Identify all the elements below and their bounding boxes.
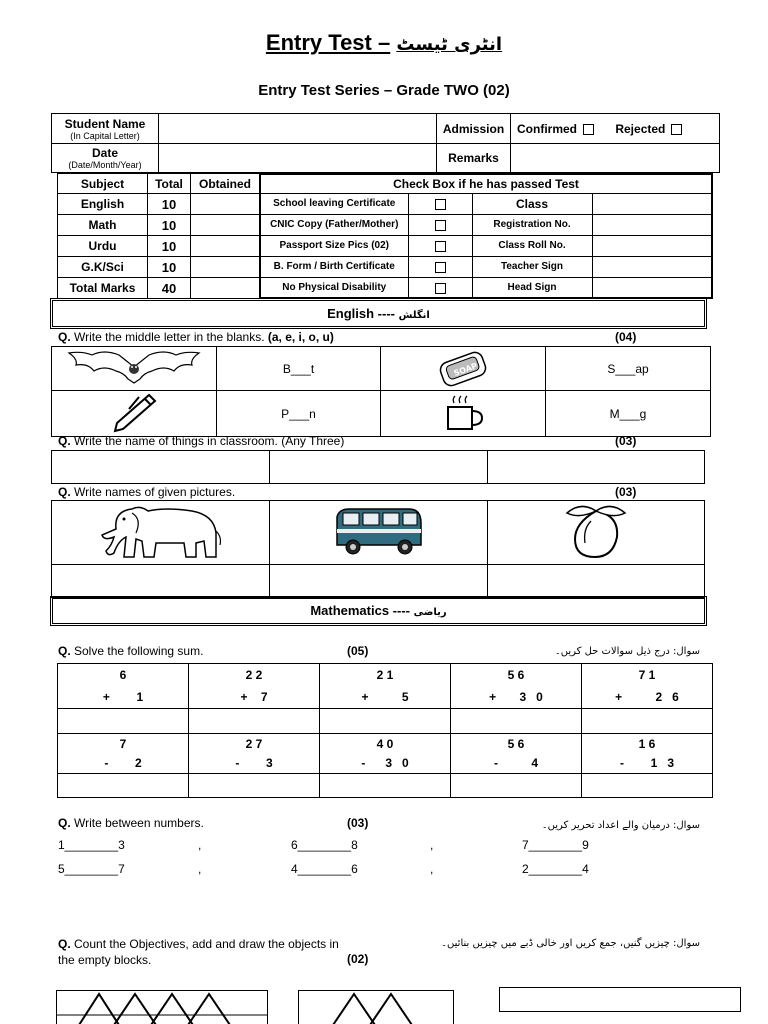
english-q1-marks: (04) [615, 330, 637, 344]
word-blank: M___g [609, 406, 647, 421]
answer-field[interactable] [488, 565, 705, 598]
count-box-2 [298, 990, 454, 1024]
checkbox[interactable] [435, 241, 446, 252]
checklist-right-label: Class Roll No. [472, 235, 592, 256]
word-cell [217, 391, 381, 437]
checkbox[interactable] [435, 199, 446, 210]
word-cell [546, 347, 711, 391]
math-q3-marks: (02) [347, 952, 369, 966]
student-name-label: Student Name [64, 116, 146, 131]
header-subject: Subject [58, 174, 148, 194]
title-urdu: انٹری ٹیسٹ [396, 34, 503, 55]
sum-top: 5 6 [451, 664, 582, 686]
sub-answer-field[interactable] [320, 774, 451, 798]
english-q1-text [58, 330, 334, 344]
total-cell: 10 [148, 257, 191, 278]
sum-answer-field[interactable] [320, 709, 451, 734]
rejected-checkbox[interactable] [671, 124, 682, 135]
q-vowels: (a, e, i, o, u) [267, 330, 334, 344]
elephant-picture-cell [52, 501, 270, 565]
triangle-icon [299, 991, 453, 1024]
checklist-item: CNIC Copy (Father/Mother) [260, 214, 408, 235]
checklist-right-label: Registration No. [472, 214, 592, 235]
confirmed-label: Confirmed [517, 121, 577, 136]
sub-top: 7 [58, 734, 189, 754]
van-icon [331, 503, 427, 559]
english-q3-marks: (03) [615, 485, 637, 499]
checklist-checkbox-cell[interactable] [408, 277, 472, 298]
english-section-bar [52, 300, 705, 327]
student-name-note: (In Capital Letter) [70, 130, 140, 141]
admission-status-cell [511, 114, 720, 144]
sub-bottom: - 1 3 [582, 754, 713, 774]
mango-icon [561, 501, 631, 561]
q-text: Count the Objectives, add and draw the objects in [70, 937, 339, 951]
sum-top: 6 [58, 664, 189, 686]
checklist-right-field[interactable] [592, 256, 712, 277]
checkbox[interactable] [435, 283, 446, 294]
q-prefix: Q. [58, 937, 71, 951]
obtained-field[interactable] [191, 278, 260, 299]
student-name-label-cell [52, 114, 159, 144]
sum-bottom: + 7 [189, 686, 320, 709]
header-obtained: Obtained [191, 174, 260, 194]
pen-icon [109, 391, 159, 433]
remarks-label: Remarks [437, 144, 511, 173]
elephant-icon [96, 501, 226, 561]
answer-field[interactable] [270, 451, 488, 484]
english-q2-text [58, 434, 344, 448]
remarks-field[interactable] [511, 144, 720, 173]
bat-picture-cell [52, 347, 217, 391]
english-section-urdu: انگلش [398, 310, 430, 321]
q-prefix: Q. [58, 434, 71, 448]
student-name-field[interactable] [159, 114, 437, 144]
word-cell [217, 347, 381, 391]
sum-bottom: + 5 [320, 686, 451, 709]
sub-top: 1 6 [582, 734, 713, 754]
sum-bottom: + 1 [58, 686, 189, 709]
math-q3-urdu: سوال: چیزیں گنیں، جمع کریں اور خالی ڈبے میں چیزیں بنائیں۔ [441, 938, 700, 949]
checklist-item: No Physical Disability [260, 277, 408, 298]
checklist-right-field[interactable] [592, 235, 712, 256]
subject-cell: Math [58, 215, 148, 236]
math-q1-urdu: سوال: درج ذیل سوالات حل کریں۔ [554, 646, 700, 657]
subject-cell: Total Marks [58, 278, 148, 299]
subject-cell: G.K/Sci [58, 257, 148, 278]
math-q1-marks: (05) [347, 644, 369, 658]
between-item: 5________7 [58, 862, 125, 876]
sum-answer-field[interactable] [582, 709, 713, 734]
english-section-title: English ---- [327, 306, 396, 321]
word-blank: B___t [282, 361, 315, 376]
sub-answer-field[interactable] [189, 774, 320, 798]
math-q2-marks: (03) [347, 816, 369, 830]
math-section-urdu: ریاضی [413, 607, 447, 618]
sum-top: 2 1 [320, 664, 451, 686]
sub-top: 5 6 [451, 734, 582, 754]
pen-picture-cell [52, 391, 217, 437]
english-q2-marks: (03) [615, 434, 637, 448]
sum-top: 7 1 [582, 664, 713, 686]
middle-letter-table [51, 346, 711, 437]
svg-text:SOAP: SOAP [452, 361, 479, 379]
checklist-table [259, 173, 713, 299]
math-q2-text [58, 816, 204, 830]
date-label: Date [91, 146, 118, 160]
q-text: Write the middle letter in the blanks. [70, 330, 268, 344]
checklist-right-field[interactable] [592, 214, 712, 235]
sub-answer-field[interactable] [582, 774, 713, 798]
confirmed-checkbox[interactable] [583, 124, 594, 135]
subject-cell: Urdu [58, 236, 148, 257]
english-q3-text [58, 485, 235, 499]
picture-names-table [51, 500, 705, 598]
between-item: 7________9 [522, 838, 589, 852]
sub-answer-field[interactable] [451, 774, 582, 798]
marks-table [57, 173, 260, 299]
sub-answer-field[interactable] [58, 774, 189, 798]
date-field[interactable] [159, 144, 437, 173]
sum-answer-field[interactable] [451, 709, 582, 734]
math-section-title: Mathematics ---- [310, 603, 410, 618]
answer-field[interactable] [488, 451, 705, 484]
separator: , [430, 862, 434, 876]
checklist-right-label: Head Sign [472, 277, 592, 298]
q-text: Write the name of things in classroom. (Any Three) [70, 434, 345, 448]
checklist-header: Check Box if he has passed Test [260, 174, 712, 193]
obtained-field[interactable] [191, 215, 260, 236]
math-section-bar [52, 598, 705, 624]
math-q2-urdu: سوال: درمیان والے اعداد تحریر کریں۔ [541, 820, 700, 831]
page-subtitle: Entry Test Series – Grade TWO (02) [258, 82, 510, 99]
subject-cell: English [58, 194, 148, 215]
word-blank: S___ap [607, 361, 649, 376]
mug-icon [438, 391, 488, 433]
sub-top: 2 7 [189, 734, 320, 754]
checklist-right-field[interactable] [592, 277, 712, 298]
checklist-right-field[interactable] [592, 193, 712, 214]
total-cell: 10 [148, 194, 191, 215]
separator: , [198, 838, 202, 852]
checklist-checkbox-cell[interactable] [408, 256, 472, 277]
sub-top: 4 0 [320, 734, 451, 754]
separator: , [430, 838, 434, 852]
mango-picture-cell [488, 501, 705, 565]
sub-bottom: - 4 [451, 754, 582, 774]
triangle-icon [57, 991, 267, 1024]
q-prefix: Q. [58, 330, 71, 344]
sums-table [57, 663, 713, 798]
admission-label: Admission [437, 114, 511, 144]
q-text: Write between numbers. [70, 816, 204, 830]
sum-answer-field[interactable] [189, 709, 320, 734]
sum-bottom: + 2 6 [582, 686, 713, 709]
checklist-checkbox-cell[interactable] [408, 193, 472, 214]
checklist-checkbox-cell[interactable] [408, 214, 472, 235]
checkbox[interactable] [435, 262, 446, 273]
q-text: Solve the following sum. [70, 644, 204, 658]
student-info-table [51, 113, 720, 173]
checklist-checkbox-cell[interactable] [408, 235, 472, 256]
total-cell: 10 [148, 215, 191, 236]
count-box-1 [56, 990, 268, 1024]
answer-field[interactable] [270, 565, 488, 598]
mug-picture-cell [381, 391, 546, 437]
soap-icon [433, 347, 493, 387]
q-prefix: Q. [58, 816, 71, 830]
date-note: (Date/Month/Year) [68, 160, 142, 170]
answer-field[interactable] [52, 451, 270, 484]
math-q1-text [58, 644, 203, 658]
answer-box[interactable] [499, 987, 741, 1012]
q-text-line2: the empty blocks. [58, 953, 152, 967]
header-total: Total [148, 174, 191, 194]
title-english: Entry Test – [265, 30, 391, 55]
obtained-field[interactable] [191, 236, 260, 257]
total-cell: 40 [148, 278, 191, 299]
checklist-right-label: Teacher Sign [472, 256, 592, 277]
between-item: 2________4 [522, 862, 589, 876]
checklist-item: Passport Size Pics (02) [260, 235, 408, 256]
obtained-field[interactable] [191, 257, 260, 278]
answer-field[interactable] [52, 565, 270, 598]
word-cell [546, 391, 711, 437]
q-prefix: Q. [58, 644, 71, 658]
bat-icon [64, 347, 204, 387]
checklist-item: B. Form / Birth Certificate [260, 256, 408, 277]
math-q3-text [58, 936, 339, 968]
between-item: 4________6 [291, 862, 358, 876]
checkbox[interactable] [435, 220, 446, 231]
rejected-label: Rejected [615, 121, 666, 136]
q-text: Write names of given pictures. [70, 485, 236, 499]
obtained-field[interactable] [191, 194, 260, 215]
sum-bottom: + 3 0 [451, 686, 582, 709]
page-title [0, 30, 768, 56]
q-prefix: Q. [58, 485, 71, 499]
soap-picture-cell [381, 347, 546, 391]
sum-answer-field[interactable] [58, 709, 189, 734]
classroom-things-table [51, 450, 705, 484]
sub-bottom: - 3 [189, 754, 320, 774]
between-item: 6________8 [291, 838, 358, 852]
checklist-item: School leaving Certificate [260, 193, 408, 214]
checklist-right-label: Class [472, 193, 592, 214]
sub-bottom: - 2 [58, 754, 189, 774]
sum-top: 2 2 [189, 664, 320, 686]
sub-bottom: - 3 0 [320, 754, 451, 774]
between-item: 1________3 [58, 838, 125, 852]
separator: , [198, 862, 202, 876]
word-blank: P___n [281, 406, 316, 421]
date-label-cell [52, 144, 159, 173]
van-picture-cell [270, 501, 488, 565]
total-cell: 10 [148, 236, 191, 257]
